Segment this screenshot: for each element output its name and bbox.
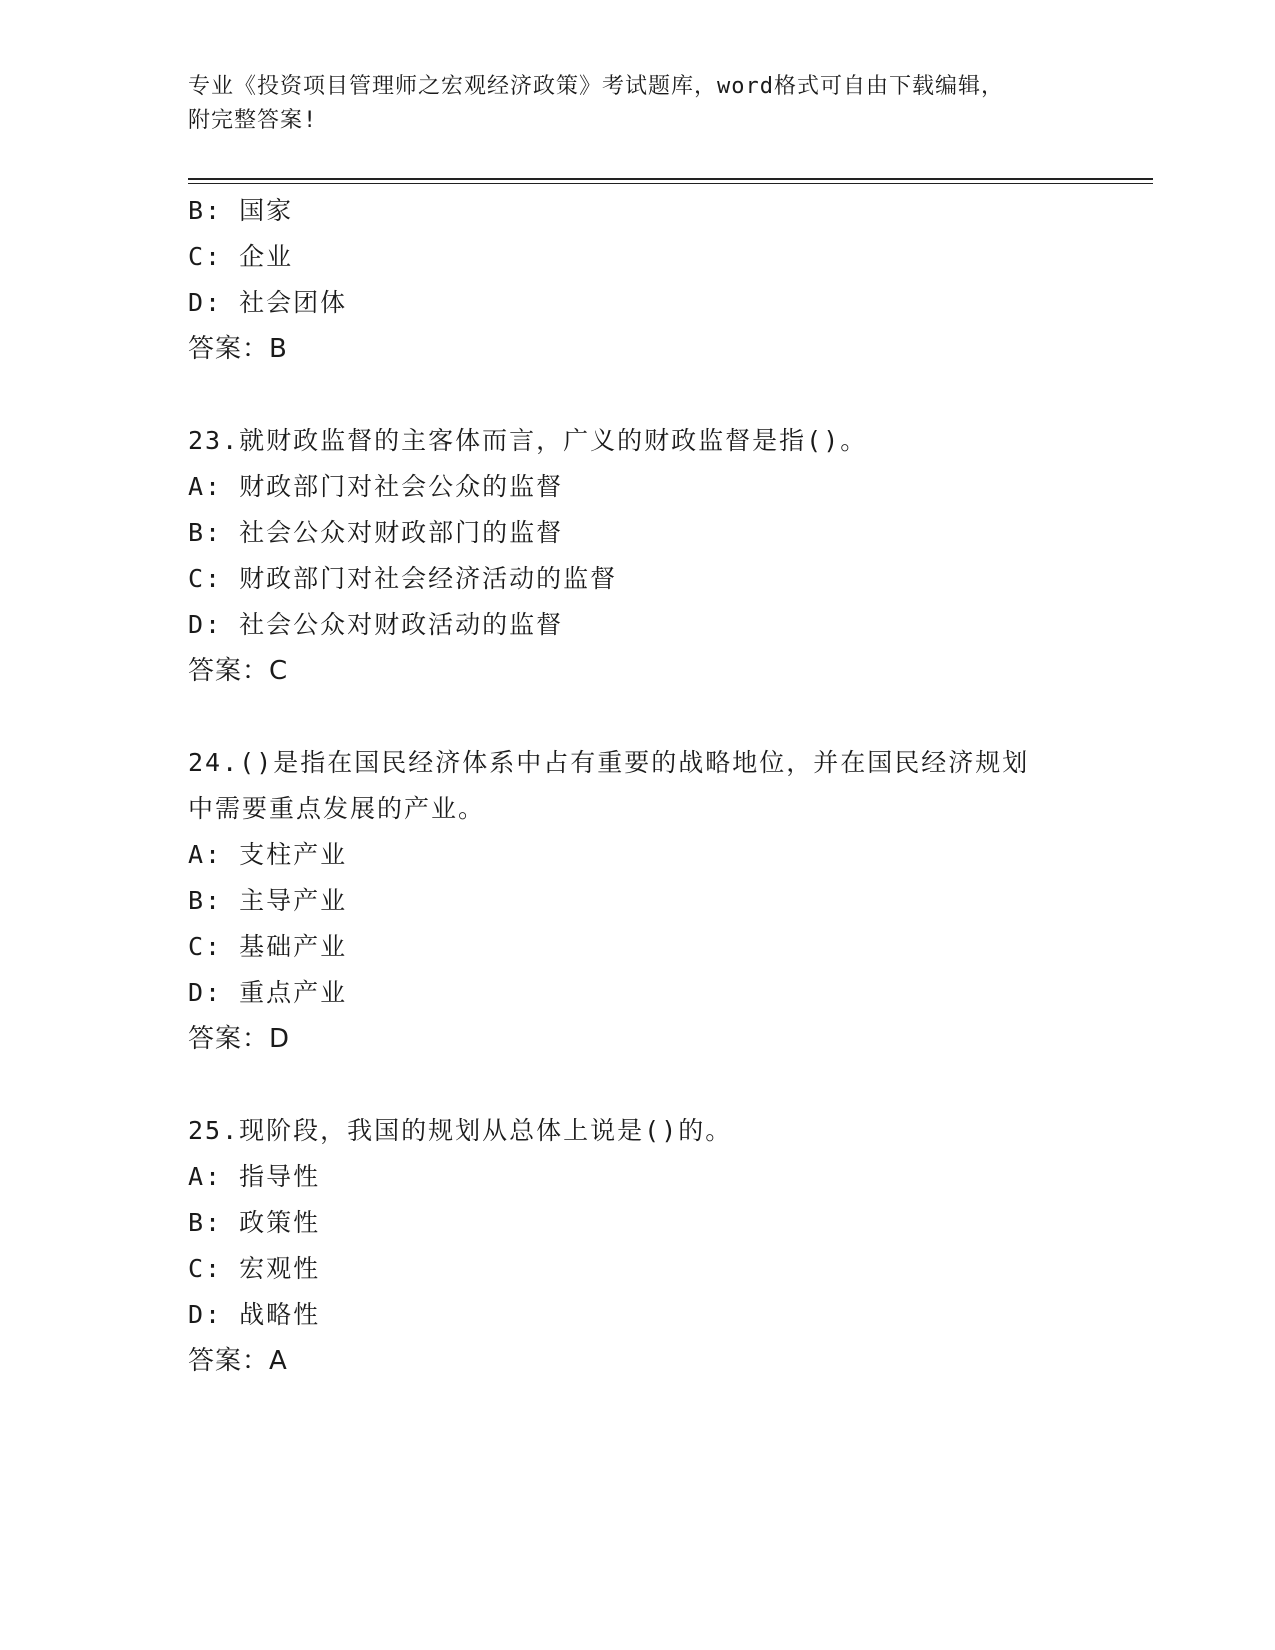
spacer <box>188 694 1088 740</box>
question-23 <box>188 418 1088 694</box>
question-25 <box>188 1108 1088 1384</box>
question-24 <box>188 740 1088 1062</box>
header-line-1: 专业《投资项目管理师之宏观经济政策》考试题库，word格式可自由下载编辑， <box>188 74 1004 99</box>
question-list <box>188 188 1088 1384</box>
option-c: C: 财政部门对社会经济活动的监督 <box>188 564 618 593</box>
option-b: B: 政策性 <box>188 1208 321 1237</box>
question-22-tail <box>188 188 1088 372</box>
option-b: B: 主导产业 <box>188 886 348 915</box>
answer-line: 答案：C <box>188 656 289 686</box>
option-b: B: 国家 <box>188 196 294 225</box>
header-divider-thick <box>188 178 1153 180</box>
option-b: B: 社会公众对财政部门的监督 <box>188 518 564 547</box>
option-a: A: 指导性 <box>188 1162 321 1191</box>
answer-line: 答案：B <box>188 334 288 364</box>
answer-line: 答案：D <box>188 1024 291 1054</box>
question-stem: 25.现阶段，我国的规划从总体上说是()的。 <box>188 1116 733 1145</box>
spacer <box>188 1062 1088 1108</box>
question-stem: 23.就财政监督的主客体而言，广义的财政监督是指()。 <box>188 426 868 455</box>
answer-line: 答案：A <box>188 1346 288 1376</box>
option-d: D: 社会公众对财政活动的监督 <box>188 610 564 639</box>
option-d: D: 社会团体 <box>188 288 348 317</box>
option-c: C: 宏观性 <box>188 1254 321 1283</box>
document-header <box>188 70 1068 138</box>
option-a: A: 支柱产业 <box>188 840 348 869</box>
option-c: C: 企业 <box>188 242 294 271</box>
option-d: D: 战略性 <box>188 1300 321 1329</box>
header-divider-thin <box>188 183 1153 184</box>
spacer <box>188 372 1088 418</box>
option-a: A: 财政部门对社会公众的监督 <box>188 472 564 501</box>
header-line-2: 附完整答案! <box>188 108 318 133</box>
question-stem-line-1: 24.()是指在国民经济体系中占有重要的战略地位，并在国民经济规划 <box>188 748 1030 777</box>
question-stem-line-2: 中需要重点发展的产业。 <box>188 794 486 823</box>
option-d: D: 重点产业 <box>188 978 348 1007</box>
option-c: C: 基础产业 <box>188 932 348 961</box>
